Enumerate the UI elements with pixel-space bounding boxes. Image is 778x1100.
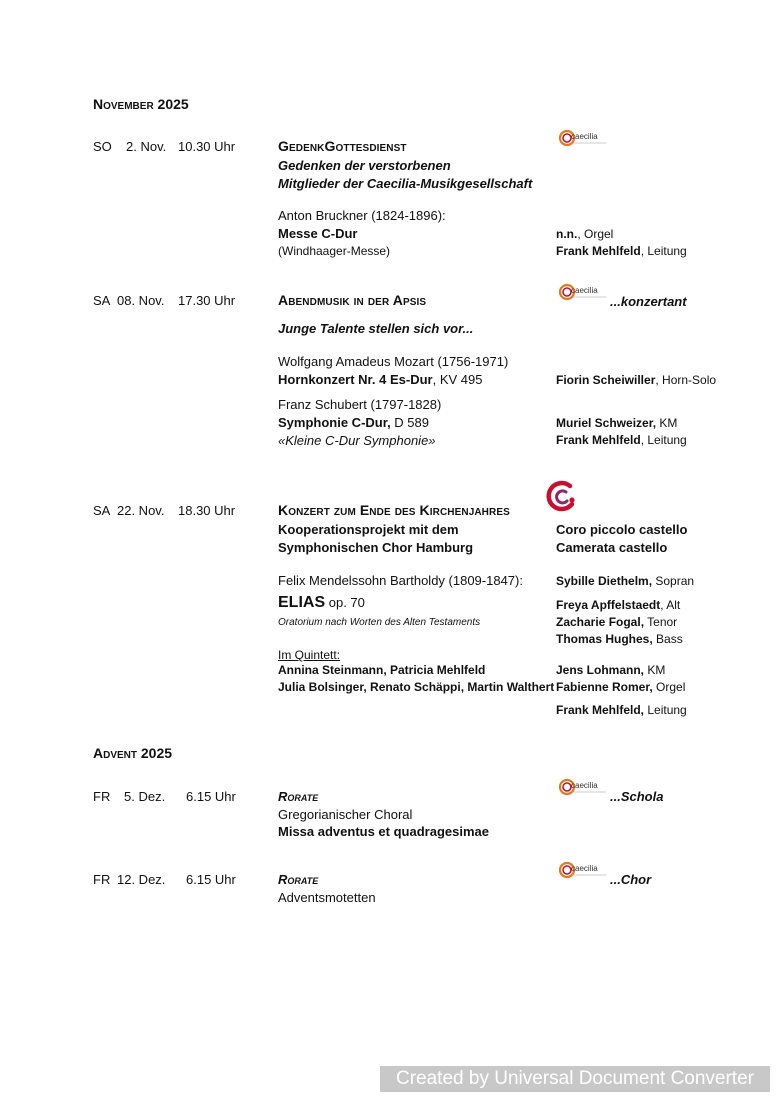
event-date: 08. Nov.: [117, 293, 165, 308]
event-title: Rorate: [278, 872, 319, 887]
work-title: Symphonie C-Dur, D 589: [278, 415, 429, 430]
ensemble: Coro piccolo castello: [556, 522, 688, 537]
work-note: (Windhaager-Messe): [278, 244, 391, 258]
performer: Frank Mehlfeld, Leitung: [556, 433, 687, 447]
event-time: 6.15 Uhr: [186, 789, 236, 804]
event-day: SA: [93, 503, 111, 518]
work-title: Messe C-Dur: [278, 226, 358, 241]
caecilia-logo-icon: [558, 281, 610, 303]
soloist: Fabienne Romer, Orgel: [556, 680, 686, 694]
work-title: ELIAS op. 70: [278, 594, 365, 611]
event-title: Rorate: [278, 789, 319, 804]
event-day: FR: [93, 872, 111, 887]
caecilia-logo-icon: [558, 127, 610, 149]
composer: Felix Mendelssohn Bartholdy (1809-1847):: [278, 573, 523, 588]
composer: Wolfgang Amadeus Mozart (1756-1971): [278, 354, 509, 369]
event-date: 2. Nov.: [126, 139, 167, 154]
composer: Franz Schubert (1797-1828): [278, 397, 442, 412]
event-title: GedenkGottesdienst: [278, 138, 407, 154]
event-day: SO: [93, 139, 112, 154]
performer: Fiorin Scheiwiller, Horn-Solo: [556, 373, 717, 387]
work-nickname: «Kleine C-Dur Symphonie»: [278, 433, 436, 448]
soloist: Freya Apffelstaedt, Alt: [556, 598, 681, 612]
ensemble-label: ...Chor: [610, 872, 652, 887]
quintet-line2: Julia Bolsinger, Renato Schäppi, Martin Walthert: [278, 680, 555, 694]
soloist: Thomas Hughes, Bass: [556, 632, 683, 646]
soloist: Zacharie Fogal, Tenor: [556, 615, 678, 629]
soloist: Frank Mehlfeld, Leitung: [556, 703, 687, 717]
soloist: Sybille Diethelm, Sopran: [556, 574, 695, 588]
performer: Frank Mehlfeld, Leitung: [556, 244, 687, 258]
event-time: 18.30 Uhr: [178, 503, 236, 518]
cooperation-line2: Symphonischen Chor Hamburg: [278, 540, 474, 555]
logo-label: caecilia: [571, 286, 598, 295]
soloist: Jens Lohmann, KM: [556, 663, 666, 677]
cooperation-line1: Kooperationsprojekt mit dem: [278, 522, 459, 537]
event-date: 5. Dez.: [124, 789, 166, 804]
castello-logo-icon: [544, 480, 580, 514]
work-title: Hornkonzert Nr. 4 Es-Dur, KV 495: [278, 372, 483, 387]
event-title: Konzert zum Ende des Kirchenjahres: [278, 502, 510, 518]
program-line: Gregorianischer Choral: [278, 807, 413, 822]
program-line: Adventsmotetten: [278, 890, 376, 905]
work-description: Oratorium nach Worten des Alten Testaments: [278, 617, 481, 628]
logo-label: caecilia: [571, 864, 598, 873]
section-heading-november: November 2025: [93, 96, 189, 112]
performer: Muriel Schweizer, KM: [556, 416, 678, 430]
caecilia-logo-icon: [558, 859, 610, 881]
watermark-banner: Created by Universal Document Converter: [380, 1066, 770, 1092]
ensemble: Camerata castello: [556, 540, 668, 555]
logo-label: caecilia: [571, 132, 598, 141]
ensemble-label: ...konzertant: [610, 294, 687, 309]
quintet-label: Im Quintett:: [278, 648, 341, 662]
performer: n.n., Orgel: [556, 227, 614, 241]
event-subtitle-line1: Gedenken der verstorbenen: [278, 158, 451, 173]
event-day: FR: [93, 789, 111, 804]
caecilia-logo-icon: [558, 776, 610, 798]
program-line: Missa adventus et quadragesimae: [278, 824, 489, 839]
event-day: SA: [93, 293, 111, 308]
event-time: 6.15 Uhr: [186, 872, 236, 887]
logo-label: caecilia: [571, 781, 598, 790]
quintet-line1: Annina Steinmann, Patricia Mehlfeld: [278, 663, 486, 677]
event-date: 22. Nov.: [117, 503, 165, 518]
event-subtitle: Junge Talente stellen sich vor...: [278, 321, 474, 336]
event-time: 10.30 Uhr: [178, 139, 236, 154]
event-title: Abendmusik in der Apsis: [278, 292, 427, 308]
event-subtitle-line2: Mitglieder der Caecilia-Musikgesellschaft: [278, 176, 533, 191]
event-date: 12. Dez.: [117, 872, 166, 887]
event-time: 17.30 Uhr: [178, 293, 236, 308]
section-heading-advent: Advent 2025: [93, 745, 173, 761]
composer: Anton Bruckner (1824-1896):: [278, 208, 446, 223]
ensemble-label: ...Schola: [610, 789, 664, 804]
